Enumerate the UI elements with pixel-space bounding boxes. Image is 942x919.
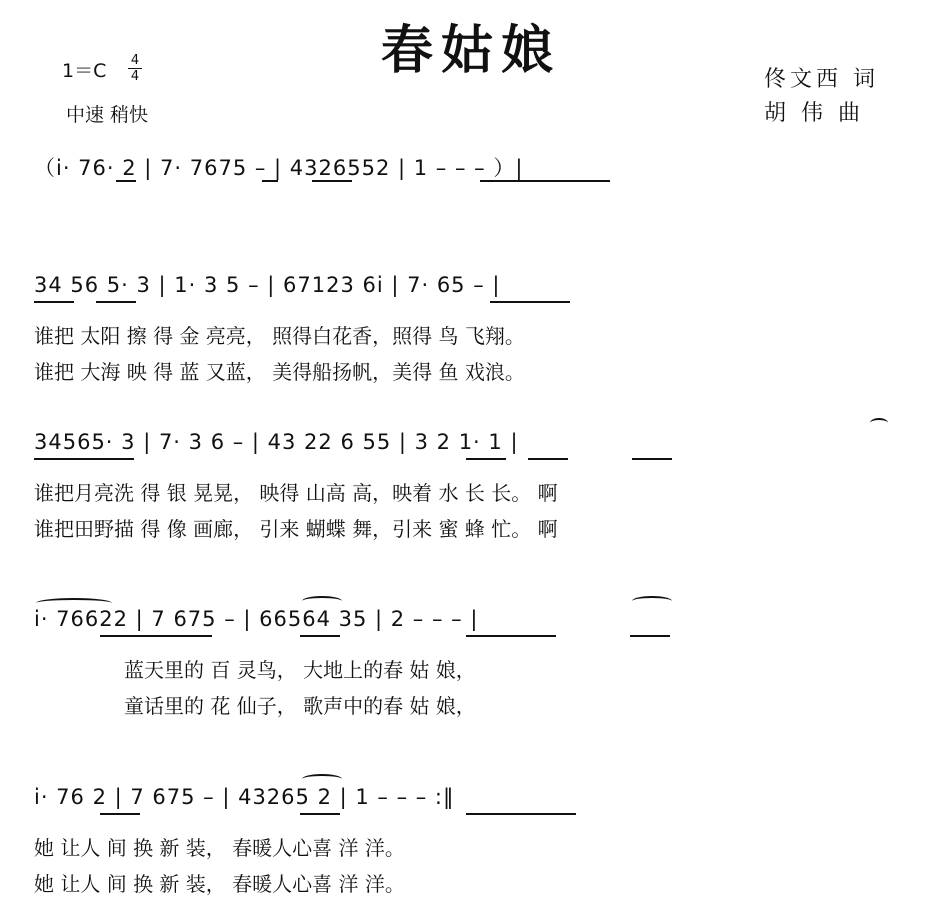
beam-mark	[100, 813, 140, 815]
lyric-row-3-verse-1: 谁把月亮洗 得 银 晃晃， 映得 山高 高，映着 水 长 长。 啊	[34, 481, 558, 505]
lyric-row-4-verse-1: 蓝天里的 百 灵鸟， 大地上的春 姑 娘，	[124, 658, 476, 682]
time-denominator: 4	[130, 69, 140, 84]
beam-mark	[630, 635, 670, 637]
time-numerator: 4	[130, 53, 140, 68]
tempo-marking: 中速 稍快	[66, 104, 149, 126]
beam-mark	[480, 180, 610, 182]
slur-mark	[632, 596, 672, 606]
beam-mark	[312, 180, 352, 182]
composer-credit: 胡 伟 曲	[764, 101, 864, 126]
beam-mark	[466, 635, 556, 637]
beam-mark	[300, 635, 340, 637]
notation-row-4: i· 76622 | 7 675 – | 66564 35 | 2 – – – |	[34, 607, 479, 631]
notation-row-2: 34 56 5· 3 | 1· 3 5 – | 67123 6i | 7· 65 – |	[34, 273, 501, 297]
key-label: 1＝C	[62, 60, 107, 82]
beam-mark	[528, 458, 568, 460]
lyric-row-2-verse-1: 谁把 太阳 擦 得 金 亮亮， 照得白花香，照得 鸟 飞翔。	[34, 324, 525, 348]
beam-mark	[116, 180, 136, 182]
lyricist-credit: 佟文西 词	[764, 67, 879, 92]
lyric-row-5-verse-1: 她 让人 间 换 新 装， 春暖人心喜 洋 洋。	[34, 836, 405, 860]
beam-mark	[632, 458, 672, 460]
beam-mark	[466, 813, 576, 815]
beam-mark	[466, 458, 506, 460]
notation-row-3: 34565· 3 | 7· 3 6 – | 43 22 6 55 | 3 2 1· 1 |	[34, 430, 519, 454]
notation-row-1: （i· 76· 2 | 7· 7675 – | 4326552 | 1 – – – ）|	[34, 156, 524, 180]
lyric-row-2-verse-2: 谁把 大海 映 得 蓝 又蓝， 美得船扬帆，美得 鱼 戏浪。	[34, 360, 525, 384]
lyric-row-4-verse-2: 童话里的 花 仙子， 歌声中的春 姑 娘，	[124, 694, 476, 718]
lyric-row-3-verse-2: 谁把田野描 得 像 画廊， 引来 蝴蝶 舞，引来 蜜 蜂 忙。 啊	[34, 517, 558, 541]
beam-mark	[262, 180, 278, 182]
beam-mark	[300, 813, 340, 815]
beam-mark	[96, 301, 136, 303]
key-signature	[62, 56, 106, 83]
slur-mark	[302, 774, 342, 784]
page-title: 春姑娘	[380, 21, 561, 81]
beam-mark	[490, 301, 570, 303]
beam-mark	[34, 301, 74, 303]
slur-mark	[36, 598, 112, 608]
time-signature	[128, 54, 142, 83]
beam-mark	[100, 635, 212, 637]
lyric-row-5-verse-2: 她 让人 间 换 新 装， 春暖人心喜 洋 洋。	[34, 872, 405, 896]
slur-mark	[302, 596, 342, 606]
notation-row-5: i· 76 2 | 7 675 – | 43265 2 | 1 – – – :‖	[34, 785, 455, 809]
slur-mark	[870, 418, 888, 428]
beam-mark	[34, 458, 134, 460]
